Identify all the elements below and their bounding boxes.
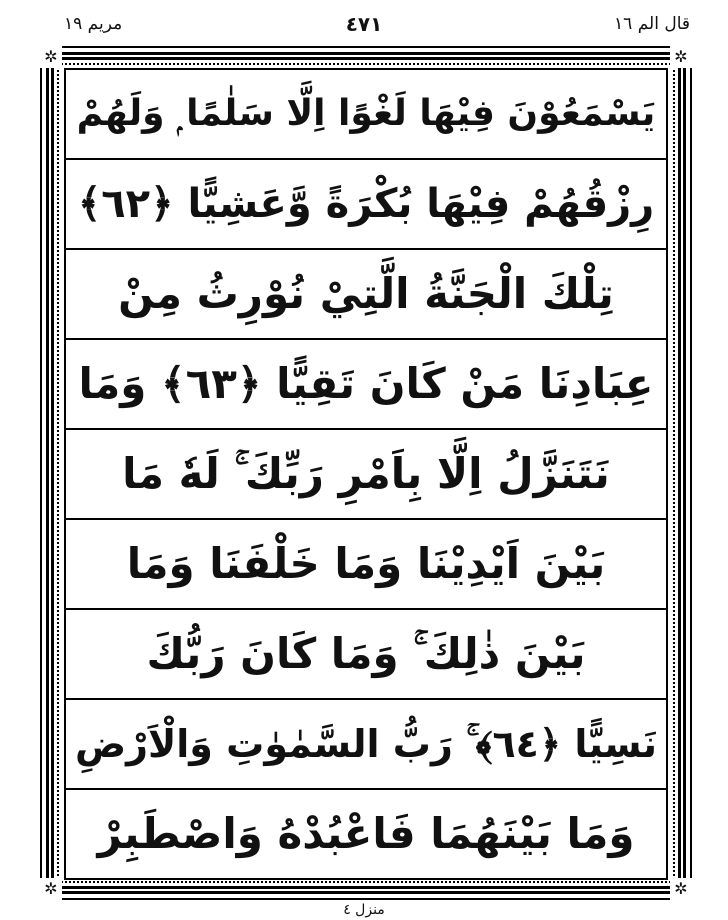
line-text: رِزْقُهُمْ فِيْهَا بُكْرَةً وَّعَشِيًّا ﴿٦٢﴾: [77, 181, 655, 227]
line-text: نَتَنَزَّلُ اِلَّا بِاَمْرِ رَبِّكَ ۚ لَهٗ مَا: [122, 449, 610, 498]
line-text: يَسْمَعُوْنَ فِيْهَا لَغْوًا اِلَّا سَلٰمًا ۭ وَلَهُمْ: [76, 93, 656, 134]
text-line-4: [66, 340, 666, 430]
text-line-6: [66, 520, 666, 610]
ornament-icon: ✲: [670, 46, 692, 68]
text-line-7: [66, 610, 666, 700]
line-text: تِلْكَ الْجَنَّةُ الَّتِيْ نُوْرِثُ مِنْ: [118, 269, 614, 318]
ornament-icon: ✲: [40, 46, 62, 68]
ornament-icon: ✲: [40, 878, 62, 900]
line-text: بَيْنَ اَيْدِيْنَا وَمَا خَلْفَنَا وَمَا: [126, 539, 606, 588]
line-text: وَمَا بَيْنَهُمَا فَاعْبُدْهُ وَاصْطَبِرْ: [97, 809, 635, 858]
juz-label: قال الم ١٦: [614, 14, 690, 34]
manzil-label: منزل ٤: [343, 902, 385, 918]
page-header: [0, 0, 728, 46]
surah-label: مريم ١٩: [64, 14, 123, 34]
text-line-3: [66, 250, 666, 340]
line-text: عِبَادِنَا مَنْ كَانَ تَقِيًّا ﴿٦٣﴾ وَمَا: [78, 359, 654, 408]
page-number: ٤٧١: [345, 12, 383, 36]
text-line-1: [66, 70, 666, 160]
line-text: نَسِيًّا ﴿٦٤﴾ ۚ رَبُّ السَّمٰوٰتِ وَالْاَرْضِ: [74, 722, 658, 766]
text-line-8: [66, 700, 666, 790]
ornament-icon: ✲: [670, 878, 692, 900]
text-line-2: [66, 160, 666, 250]
text-line-5: [66, 430, 666, 520]
text-line-9: [66, 790, 666, 878]
line-text: بَيْنَ ذٰلِكَ ۚ وَمَا كَانَ رَبُّكَ: [146, 629, 586, 678]
text-block: [64, 68, 668, 880]
